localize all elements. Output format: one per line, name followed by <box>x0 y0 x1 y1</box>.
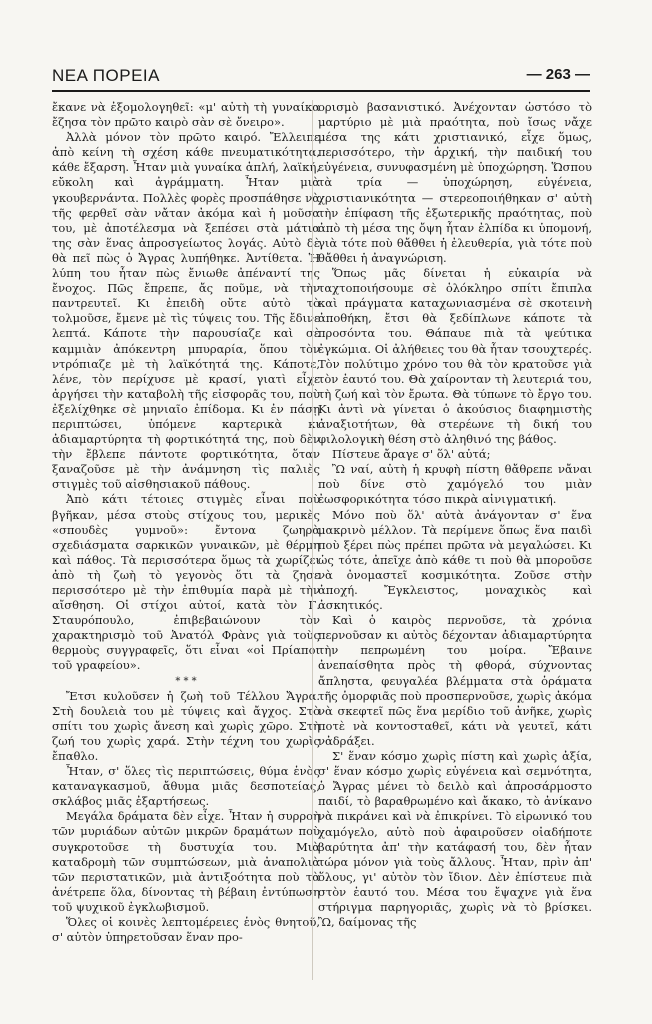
column-divider <box>312 100 313 980</box>
section-break-stars: * * * <box>175 675 197 687</box>
paragraph: Ὢ ναί, αὐτὴ ἡ κρυφὴ πίστη θἄθρεπε νἄναι ποὺ δίνε στὸ χαμόγελό του μιὰν ἐωσφορικότητα τόσο πικρὰ αἰνιγματική. <box>318 462 592 507</box>
paragraph: Πίστευε ἄραγε σ' ὅλ' αὐτά; <box>332 447 491 462</box>
header-rule <box>52 90 590 92</box>
paragraph: Καὶ ὁ καιρὸς περνοῦσε, τὰ χρόνια περνοῦσαν κι αὐτὸς δέχονταν ἀδιαμαρτύρητα τὴν πεπρωμένη του μοίρα. Ἔβαινε ἀνεπαίσθητα πρὸς τὴ φθορά, σύχνοντας ἄπληστα, φευγαλέα βλέμματα στὰ ὁράματα τῆς ὁμορφιᾶς ποὺ προσπερνοῦσε, χωρὶς ἀκόμα νὰ σκεφτεῖ πῶς ἕνα μερίδιο τοῦ ἀνῆκε, χωρὶς ποτὲ νὰ κοντοσταθεῖ, κάτι νὰ γευτεῖ, κάτι νἀδράξει. <box>318 613 592 748</box>
paragraph: Ἀπὸ κάτι τέτοιες στιγμὲς εἶναι ποὺ βγῆκαν, μέσα στοὺς στίχους του, μερικὲς «σπουδὲς γυμνοῦ»: ἔντονα ζωηρὰ σχεδιάσματα σαρκικῶν γυναικῶν, μὲ θέρμη καὶ πάθος. Τὰ περισσότερα ὅμως τὰ χωρίζει ἀπὸ τὴ ζωὴ τὸ γεγονὸς ὅτι τὰ ζησε περισσότερο μὲ τὴν ἐπιθυμία παρὰ μὲ τὴν αἴσθηση. Οἱ στίχοι αὐτοί, κατὰ τὸν Γ. Σταυρόπουλο, ἐπιβεβαιώνουν τὸν χαρακτηρισμὸ τοῦ Ἀνατόλ Φρὰνς γιὰ τοὺς θερμοὺς συγγραφεῖς, ὅτι εἶναι «οἱ Πρίαποι τοῦ γραφείου». <box>52 492 320 673</box>
right-column <box>318 100 592 930</box>
paragraph: Σ' ἕναν κόσμο χωρὶς πίστη καὶ χωρὶς ἀξία, σ' ἕναν κόσμο χωρὶς εὐγένεια καὶ σεμνότητα, ὁ Ἄγρας μένει τὸ δειλὸ καὶ ἀπροσάρμοστο παιδί, τὸ βαραθρωμένο καὶ ἄκακο, τὸ ἀνίκανο νὰ πικράνει καὶ νὰ ἐπικρίνει. Τὸ εἰρωνικό του χαμόγελο, αὐτὸ ποὺ ἀφαιροῦσεν οἰαδήποτε βαρύτητα ἀπ' τὴν κατάφασή του, δὲν ἦταν τώρα μόνον γιὰ τοὺς ἄλλους. Ἦταν, πρὶν ἀπ' ὅλους, γι' αὐτὸν τὸν ἴδιον. Δὲν ἐπίστευε πιὰ στὸν ἑαυτό του. Μέσα του ἔψαχνε γιὰ ἕνα στήριγμα παρηγοριᾶς, χωρὶς νὰ τὸ βρίσκει. Ὢ, δαίμονας τῆς <box>318 749 592 930</box>
paragraph: Ὅπως μᾶς δίνεται ἡ εὐκαιρία νὰ ταχτοποιήσουμε σὲ ὁλόκληρο σπίτι ἔπιπλα καὶ πράγματα καταχωνιασμένα σὲ σκοτεινὴ ἀποθήκη, ἔτσι θὰ ξεδίπλωνε κάποτε τὰ προσόντα του. Θάπαυε πιὰ τὰ ψεύτικα ἐγκώμια. Οἱ ἀλήθειες του θὰ ἦταν τσουχτερές. Τὸν πολύτιμο χρόνο του θὰ τὸν κρατοῦσε γιὰ τὸν ἑαυτό του. Θὰ χαίρονταν τὴ λευτεριά του, τὴ ζωή καὶ τὸν ἔρωτα. Θὰ τύπωνε τὸ ἔργο του. Κι ἀντὶ νὰ γίνεται ὁ ἀκούσιος διαφημιστὴς ἀναξιοτήτων, θὰ στερέωνε τὴ δική του φιλολογικὴ θέση στὸ ἀληθινό της βάθος. <box>318 266 592 447</box>
paragraph: Ἀλλὰ μόνον τὸν πρῶτο καιρό. Ἔλλειπε ἀπὸ κείνη τὴ σχέση κάθε πνευματικότητα, κάθε ἔξαρση. Ἦταν μιὰ γυναίκα ἁπλή, λαϊκή, εὔκολη καὶ ἀγράμματη. Ἦταν μιὰ γκουβερνάντα. Πολλὲς φορὲς προσπάθησε νὰ τῆς φερθεῖ σὰν νἄταν ἀκόμα καὶ ἡ μοῦσα του, μὲ ἀποτέλεσμα νὰ ξεπέσει στὰ μάτια της σὰν ἕνας ἀπροσγείωτος λογάς. Αὐτὸ δὲ θὰ πεῖ πὼς ὁ Ἄγρας λυπήθηκε. Ἀντίθετα. Ἡ λύπη του ἦταν πὼς ἔνιωθε ἀπέναντί της ἔνοχος. Πῶς ἔπρεπε, ἄς ποῦμε, νὰ τὴν παντρευτεῖ. Κι ἐπειδὴ οὔτε αὐτὸ τὸ τολμοῦσε, ἔμενε μὲ τὶς τύψεις του. Τῆς ἔδινε λεπτά. Κάποτε τὴν παρουσίαζε καὶ σὲ καμμιὰν ἀπόκεντρη μπυραρία, ὅπου τὸν ντρόπιαζε μὲ τὴ λαϊκότητά της. Κάποτε, λένε, τὸν περίχυσε μὲ κρασί, γιατὶ εἶχε ἀργήσει τὴν καταβολὴ τῆς εἰσφορᾶς του, ποὺ ἐξελίχθηκε σὲ μηνιαῖο ἐπίδομα. Κι ἐν πάσῃ περιπτώσει, ὑπόμενε καρτερικὰ κι ἀδιαμαρτύρητα τὴ φορτικότητά της, ποὺ δὲν τὴν ἔβλεπε πάντοτε φορτικότητα, ὅταν ξαναζοῦσε μὲ τὴν ἀνάμνηση τὶς παλιὲς στιγμὲς τοῦ αἰσθησιακοῦ πάθους. <box>52 130 320 492</box>
paragraph: Μόνο ποὺ ὅλ' αὐτὰ ἀνάγονταν σ' ἕνα μακρινὸ μέλλον. Τὰ περίμενε ὅπως ἕνα παιδὶ ποὺ ξέρει πὼς πρέπει πρῶτα νὰ μεγαλώσει. Κι ὡς τότε, ἀπεῖχε ἀπὸ κάθε τι ποὺ θὰ μποροῦσε νὰ ὀνομαστεῖ κοσμικότητα. Ζοῦσε στὴν ἀποχή. Ἔγκλειστος, μοναχικὸς καὶ ἀσκητικός. <box>318 507 592 613</box>
left-column <box>52 100 320 945</box>
page-header <box>52 66 590 92</box>
paragraph: Μεγάλα δράματα δὲν εἶχε. Ἦταν ἡ συρροὴ τῶν μυριάδων αὐτῶν μικρῶν δραμάτων ποὺ συγκροτοῦσε τὴ δυστυχία του. Μιὰ καταδρομὴ τῶν συμπτώσεων, μιὰ ἀναπολιὰ τῶν περιστατικῶν, μιὰ ἀντιξοότητα ποὺ τὰ ἀνέτρεπε ὅλα, δίνοντας τὴ βέβαιη ἐντύπωση τοῦ ψυχικοῦ ἐγκλωβισμοῦ. <box>52 809 320 914</box>
paragraph: Ἔτσι κυλοῦσεν ἡ ζωὴ τοῦ Τέλλου Ἄγρα. Στὴ δουλειὰ του μὲ τύψεις καὶ ἄγχος. Στὸ σπίτι του χωρὶς ἄνεση καὶ χωρὶς χῶρο. Στὴ ζωή του χωρὶς χαρά. Στὴν τέχνη του χωρὶς ἔπαθλο. <box>52 688 320 763</box>
page-number: — 263 — <box>526 66 590 83</box>
paragraph: ορισμὸ βασανιστικό. Ἀνέχονταν ὡστόσο τὸ μαρτύριο μὲ μιὰ πραότητα, ποὺ ἴσως νἄχε μέσα της κάτι χριστιανικό, εἶχε ὅμως, περισσότερο, τὴν ἀρχική, τὴν παιδική του εὐγένεια, συνυφασμένη μὲ ὑποχώρηση. Ὥσπου τὰ τρία — ὑποχώρηση, εὐγένεια, χριστιανικότητα — στερεοποιήθηκαν σ' αὐτὴ τὴν ἐπίφαση τῆς ἐξωτερικῆς πραότητας, ποὺ ἀπὸ τὴ μέσα της ὄψη ἦταν ἐλπίδα κι ὑπομονή, γιὰ τότε ποὺ θἄθθει ἡ ἐλευθερία, γιὰ τότε ποὺ θἄθθει ἡ ἀναγνώριση. <box>318 100 592 265</box>
paragraph: ἔκανε νὰ ἐξομολογηθεῖ: «μ' αὐτὴ τὴ γυναίκα ἔζησα τὸν πρῶτο καιρὸ σὰν σὲ ὄνειρο». <box>52 100 320 130</box>
paragraph: Ἦταν, σ' ὅλες τὶς περιπτώσεις, θύμα ἑνὸς καταναγκασμοῦ, ἄθυμα μιᾶς δεσποτείας, σκλάβος μιᾶς ἐξαρτήσεως. <box>52 764 320 809</box>
journal-title: ΝΕΑ ΠΟΡΕΙΑ <box>52 66 160 85</box>
paragraph: Ὅλες οἱ κοινὲς λεπτομέρειες ἑνὸς θνητοῦ, σ' αὐτὸν ὑπηρετοῦσαν ἕναν προ- <box>52 914 320 945</box>
